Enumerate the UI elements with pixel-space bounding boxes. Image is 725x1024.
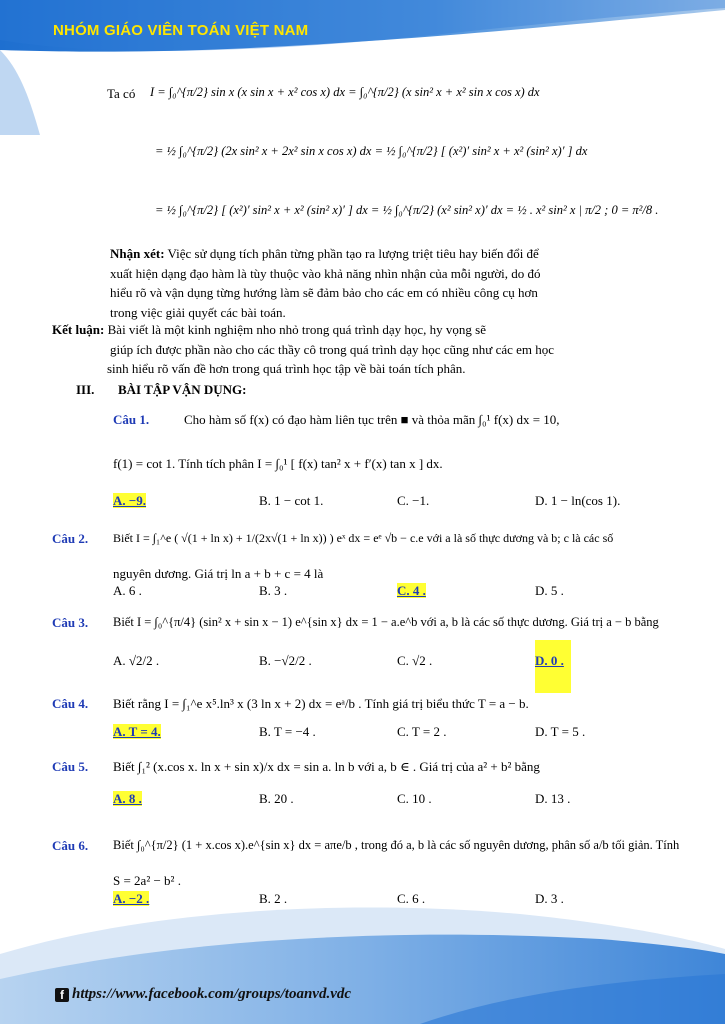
question-3-option-c[interactable]: C. √2 . bbox=[397, 653, 433, 668]
question-6-label: Câu 6. bbox=[52, 838, 89, 853]
question-2-option-b[interactable]: B. 3 . bbox=[259, 583, 288, 598]
solution-line-1: I = ∫₀^{π/2} sin x (x sin x + x² cos x) dx = ∫₀^{π/2} (x sin² x + x² sin x cos x) dx bbox=[150, 85, 540, 99]
question-5-stem: Biết ∫₁² (x.cos x. ln x + sin x)/x dx = sin a. ln b với a, b ∈ . Giá trị của a² + b² bằng bbox=[113, 759, 540, 774]
remark-label: Nhận xét: bbox=[110, 246, 165, 261]
question-2-stem-2: nguyên dương. Giá trị ln a + b + c = 4 là bbox=[113, 566, 324, 581]
question-3-option-d[interactable]: D. 0 . bbox=[535, 640, 571, 693]
question-6-stem-2: S = 2a² − b² . bbox=[113, 873, 181, 888]
remark-line-2: xuất hiện dạng đạo hàm là tùy thuộc vào khả năng nhìn nhận của mỗi người, do đó bbox=[110, 265, 541, 281]
question-5-option-a[interactable]: A. 8 . bbox=[113, 791, 142, 806]
question-1-option-b[interactable]: B. 1 − cot 1. bbox=[259, 493, 324, 508]
section-title: BÀI TẬP VẬN DỤNG: bbox=[118, 382, 247, 397]
question-2-option-c[interactable]: C. 4 . bbox=[397, 583, 426, 598]
question-2-option-a[interactable]: A. 6 . bbox=[113, 583, 142, 598]
conclusion-label: Kết luận: bbox=[52, 322, 105, 337]
question-1-stem-2: f(1) = cot 1. Tính tích phân I = ∫₀¹ [ f(x) tan² x + f′(x) tan x ] dx. bbox=[113, 456, 443, 471]
question-3-option-a[interactable]: A. √2/2 . bbox=[113, 653, 160, 668]
conclusion-line-3: sinh hiểu rõ vấn đề hơn trong quá trình học tập về bài toán tích phân. bbox=[107, 361, 466, 376]
remark bbox=[110, 244, 630, 322]
question-4-option-a[interactable]: A. T = 4. bbox=[113, 724, 161, 739]
section-number: III. bbox=[76, 382, 95, 397]
question-3-stem: Biết I = ∫₀^{π/4} (sin² x + sin x − 1) e^{sin x} dx = 1 − a.e^b với a, b là các số thực dương. Giá trị a − b bằng bbox=[113, 615, 659, 629]
question-4-option-d[interactable]: D. T = 5 . bbox=[535, 724, 586, 739]
question-1-option-a[interactable]: A. −9. bbox=[113, 493, 147, 508]
conclusion-line-1: Bài viết là một kinh nghiệm nho nhỏ trong quá trình dạy học, hy vọng sẽ bbox=[107, 322, 487, 337]
remark-line-4: trong việc giải quyết các bài toán. bbox=[110, 304, 286, 320]
solution-intro: Ta có bbox=[107, 86, 136, 101]
question-5-option-d[interactable]: D. 13 . bbox=[535, 791, 571, 806]
remark-line-1: Việc sử dụng tích phân từng phần tạo ra lượng triệt tiêu hay biến đổi để bbox=[167, 246, 539, 261]
header-title: NHÓM GIÁO VIÊN TOÁN VIỆT NAM bbox=[53, 22, 309, 39]
solution-line-2: = ½ ∫₀^{π/2} (2x sin² x + 2x² sin x cos x) dx = ½ ∫₀^{π/2} [ (x²)′ sin² x + x² (sin² x)′ ] dx bbox=[155, 144, 588, 158]
question-4-stem: Biết rằng I = ∫₁^e x⁵.ln³ x (3 ln x + 2) dx = eᵃ/b . Tính giá trị biểu thức T = a − b. bbox=[113, 696, 529, 711]
question-3-option-b[interactable]: B. −√2/2 . bbox=[259, 653, 312, 668]
question-6-stem: Biết ∫₀^{π/2} (1 + x.cos x).e^{sin x} dx = aπe/b , trong đó a, b là các số nguyên dương, phân số a/b tối giản. Tính bbox=[113, 838, 680, 852]
question-3-label: Câu 3. bbox=[52, 615, 89, 630]
solution-line-3: = ½ ∫₀^{π/2} [ (x²)′ sin² x + x² (sin² x)′ ] dx = ½ ∫₀^{π/2} (x² sin² x)′ dx = ½ . x² sin² x | π/2 ; 0 = π²/8 . bbox=[155, 203, 659, 217]
question-1-option-d[interactable]: D. 1 − ln(cos 1). bbox=[535, 493, 621, 508]
question-4-label: Câu 4. bbox=[52, 696, 89, 711]
conclusion-line-2: giúp ích được phần nào cho các thầy cô trong quá trình dạy học cũng như các em học bbox=[110, 341, 555, 357]
question-5-option-c[interactable]: C. 10 . bbox=[397, 791, 432, 806]
question-6-option-d[interactable]: D. 3 . bbox=[535, 891, 564, 906]
question-1-label: Câu 1. bbox=[113, 412, 150, 427]
footer-link-text: https://www.facebook.com/groups/toanvd.vdc bbox=[72, 986, 352, 1002]
remark-line-3: hiểu rõ và vận dụng từng hướng làm sẽ đảm bảo cho các em có nhiều công cụ hơn bbox=[110, 285, 538, 300]
question-5-label: Câu 5. bbox=[52, 759, 89, 774]
footer-link[interactable] bbox=[55, 986, 351, 1003]
question-4-option-c[interactable]: C. T = 2 . bbox=[397, 724, 447, 739]
question-6-option-a[interactable]: A. −2 . bbox=[113, 891, 150, 906]
question-6-option-b[interactable]: B. 2 . bbox=[259, 891, 288, 906]
conclusion bbox=[52, 320, 632, 379]
question-5-option-b[interactable]: B. 20 . bbox=[259, 791, 294, 806]
facebook-icon: f bbox=[55, 988, 69, 1002]
question-2-stem: Biết I = ∫₁^e ( √(1 + ln x) + 1/(2x√(1 + ln x)) ) eˣ dx = eᵉ √b − c.e với a là số thực dương và b; c là các số bbox=[113, 531, 614, 545]
question-1-option-c[interactable]: C. −1. bbox=[397, 493, 430, 508]
question-2-label: Câu 2. bbox=[52, 531, 89, 546]
question-2-option-d[interactable]: D. 5 . bbox=[535, 583, 564, 598]
question-1-stem: Cho hàm số f(x) có đạo hàm liên tục trên ■ và thỏa mãn ∫₀¹ f(x) dx = 10, bbox=[184, 412, 560, 427]
question-4-option-b[interactable]: B. T = −4 . bbox=[259, 724, 316, 739]
question-6-option-c[interactable]: C. 6 . bbox=[397, 891, 426, 906]
